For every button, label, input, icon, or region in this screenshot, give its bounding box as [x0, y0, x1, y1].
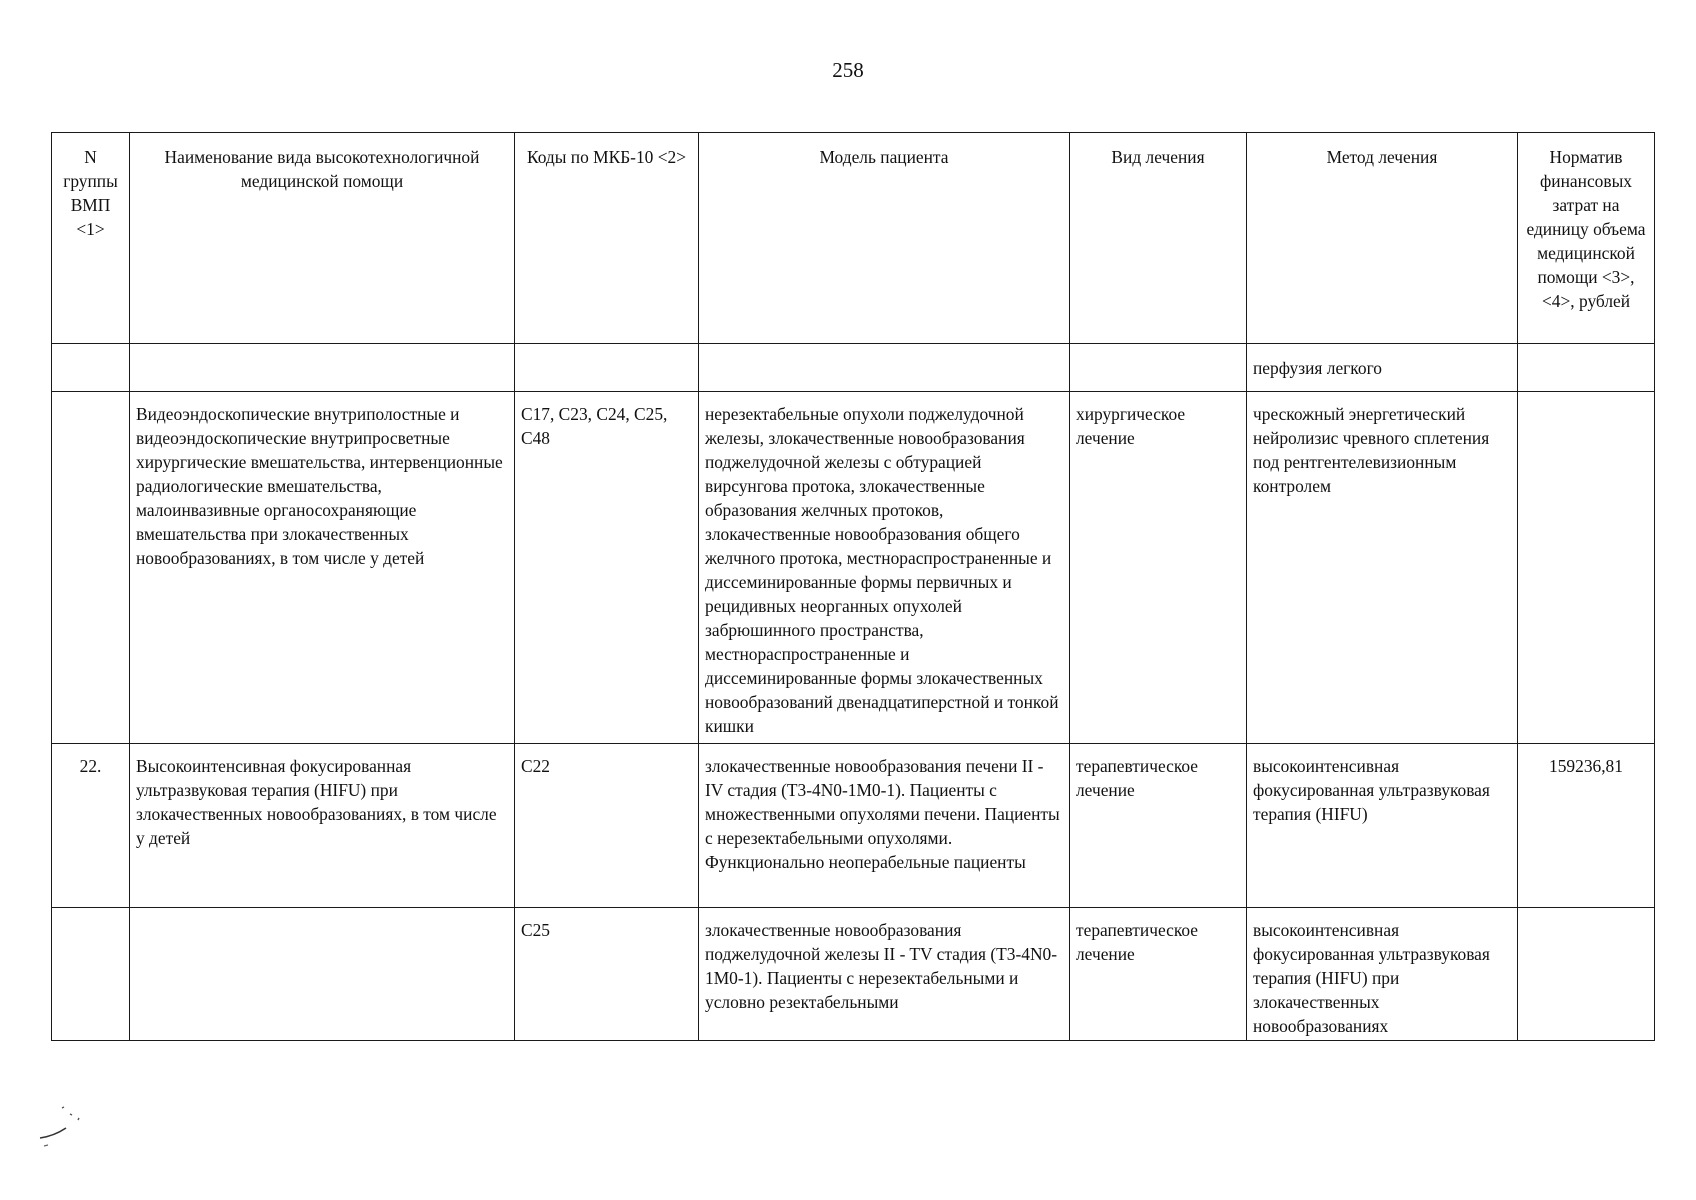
- cell-cost-norm: [1518, 344, 1655, 392]
- cell-treatment-method: перфузия легкого: [1247, 344, 1518, 392]
- cell-treatment-type: хирургическое лечение: [1070, 392, 1247, 744]
- table-row: [52, 392, 1655, 744]
- cell-icd-codes: [515, 344, 699, 392]
- cell-patient-model: нерезектабельные опухоли поджелудочной железы, злокачественные новообразования поджелудочной железы с обтурацией вирсунгова протока, злокачественные образования желчных протоков, злокачественные новообразования общего желчного протока, местнораспространенные и диссеминированные формы первичных и рецидивных неорганных опухолей забрюшинного пространства, местнораспространенные и диссеминированные формы злокачественных новообразований двенадцатиперстной и тонкой кишки: [699, 392, 1070, 744]
- cell-patient-model: злокачественные новообразования поджелудочной железы II - TV стадия (T3-4N0-1M0-1). Пациенты с нерезектабельными и условно резектабельными: [699, 908, 1070, 1041]
- header-cost-norm: Норматив финансовых затрат на единицу объема медицинской помощи <3>, <4>, рублей: [1518, 133, 1655, 344]
- cell-group-number: [52, 908, 130, 1041]
- table-row: [52, 344, 1655, 392]
- scan-artifact-marks: [34, 1100, 114, 1150]
- cell-icd-codes: C22: [515, 744, 699, 908]
- cell-care-type: [130, 344, 515, 392]
- header-care-type: Наименование вида высокотехнологичной медицинской помощи: [130, 133, 515, 344]
- cell-icd-codes: C25: [515, 908, 699, 1041]
- cell-cost-norm: [1518, 392, 1655, 744]
- cell-care-type: Высокоинтенсивная фокусированная ультразвуковая терапия (HIFU) при злокачественных новообразованиях, в том числе у детей: [130, 744, 515, 908]
- cell-treatment-type: терапевтическое лечение: [1070, 744, 1247, 908]
- header-icd-codes: Коды по МКБ-10 <2>: [515, 133, 699, 344]
- header-patient-model: Модель пациента: [699, 133, 1070, 344]
- header-treatment-type: Вид лечения: [1070, 133, 1247, 344]
- cell-patient-model: [699, 344, 1070, 392]
- cell-treatment-type: терапевтическое лечение: [1070, 908, 1247, 1041]
- cell-care-type: Видеоэндоскопические внутриполостные и видеоэндоскопические внутрипросветные хирургические вмешательства, интервенционные радиологические вмешательства, малоинвазивные органосохраняющие вмешательства при злокачественных новообразованиях, в том числе у детей: [130, 392, 515, 744]
- cell-cost-norm: [1518, 908, 1655, 1041]
- table-row: [52, 744, 1655, 908]
- table-row: [52, 908, 1655, 1041]
- header-row: [52, 133, 1655, 344]
- cell-treatment-method: высокоинтенсивная фокусированная ультразвуковая терапия (HIFU) при злокачественных новообразованиях: [1247, 908, 1518, 1041]
- vmp-table: [51, 132, 1655, 1041]
- header-group-number: N группы ВМП <1>: [52, 133, 130, 344]
- cell-treatment-method: высокоинтенсивная фокусированная ультразвуковая терапия (HIFU): [1247, 744, 1518, 908]
- cell-patient-model: злокачественные новообразования печени II - IV стадия (T3-4N0-1M0-1). Пациенты с множественными опухолями печени. Пациенты с нерезектабельными опухолями. Функционально неоперабельные пациенты: [699, 744, 1070, 908]
- cell-group-number: [52, 392, 130, 744]
- cell-cost-norm: 159236,81: [1518, 744, 1655, 908]
- cell-care-type: [130, 908, 515, 1041]
- page-number: 258: [832, 58, 864, 82]
- cell-group-number: 22.: [52, 744, 130, 908]
- cell-treatment-type: [1070, 344, 1247, 392]
- cell-group-number: [52, 344, 130, 392]
- header-treatment-method: Метод лечения: [1247, 133, 1518, 344]
- cell-treatment-method: чрескожный энергетический нейролизис чревного сплетения под рентгентелевизионным контролем: [1247, 392, 1518, 744]
- cell-icd-codes: C17, C23, C24, C25, C48: [515, 392, 699, 744]
